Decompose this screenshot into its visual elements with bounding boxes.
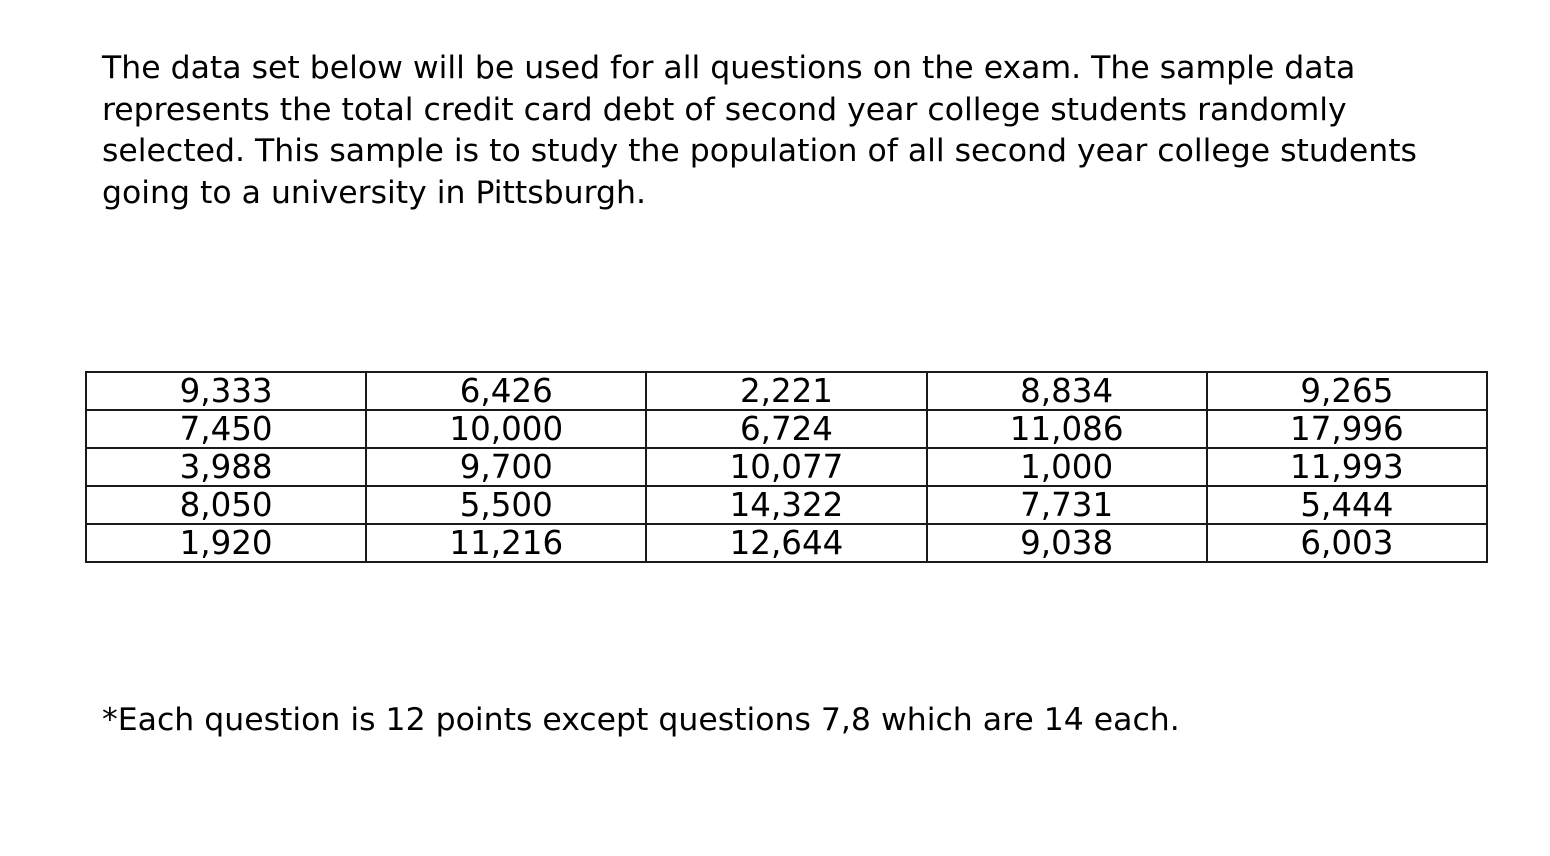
table-row: [86, 524, 1487, 562]
table-cell: 9,038: [927, 524, 1207, 562]
table-cell: 6,003: [1207, 524, 1487, 562]
table-row: [86, 486, 1487, 524]
table-cell: 2,221: [646, 372, 926, 410]
table-cell: 6,724: [646, 410, 926, 448]
table-cell: 17,996: [1207, 410, 1487, 448]
table-cell: 11,086: [927, 410, 1207, 448]
table-cell: 10,000: [366, 410, 646, 448]
table-row: [86, 410, 1487, 448]
table-cell: 3,988: [86, 448, 366, 486]
table-cell: 6,426: [366, 372, 646, 410]
table-cell: 5,500: [366, 486, 646, 524]
table-cell: 8,050: [86, 486, 366, 524]
table-cell: 9,265: [1207, 372, 1487, 410]
table-cell: 8,834: [927, 372, 1207, 410]
table-cell: 11,216: [366, 524, 646, 562]
table-cell: 12,644: [646, 524, 926, 562]
table-cell: 11,993: [1207, 448, 1487, 486]
table-cell: 7,450: [86, 410, 366, 448]
table-cell: 9,700: [366, 448, 646, 486]
table-cell: 14,322: [646, 486, 926, 524]
table-cell: 1,920: [86, 524, 366, 562]
table-cell: 1,000: [927, 448, 1207, 486]
intro-paragraph: The data set below will be used for all questions on the exam. The sample data represents the total credit card debt of second year college students randomly selected. This sample is to study the population of all second year college students going to a university in Pittsburgh.: [102, 50, 1417, 211]
table-row: [86, 448, 1487, 486]
footnote: *Each question is 12 points except questions 7,8 which are 14 each.: [102, 702, 1180, 738]
table-cell: 10,077: [646, 448, 926, 486]
data-table: [85, 371, 1488, 563]
table-row: [86, 372, 1487, 410]
table-cell: 5,444: [1207, 486, 1487, 524]
table-cell: 9,333: [86, 372, 366, 410]
table-cell: 7,731: [927, 486, 1207, 524]
